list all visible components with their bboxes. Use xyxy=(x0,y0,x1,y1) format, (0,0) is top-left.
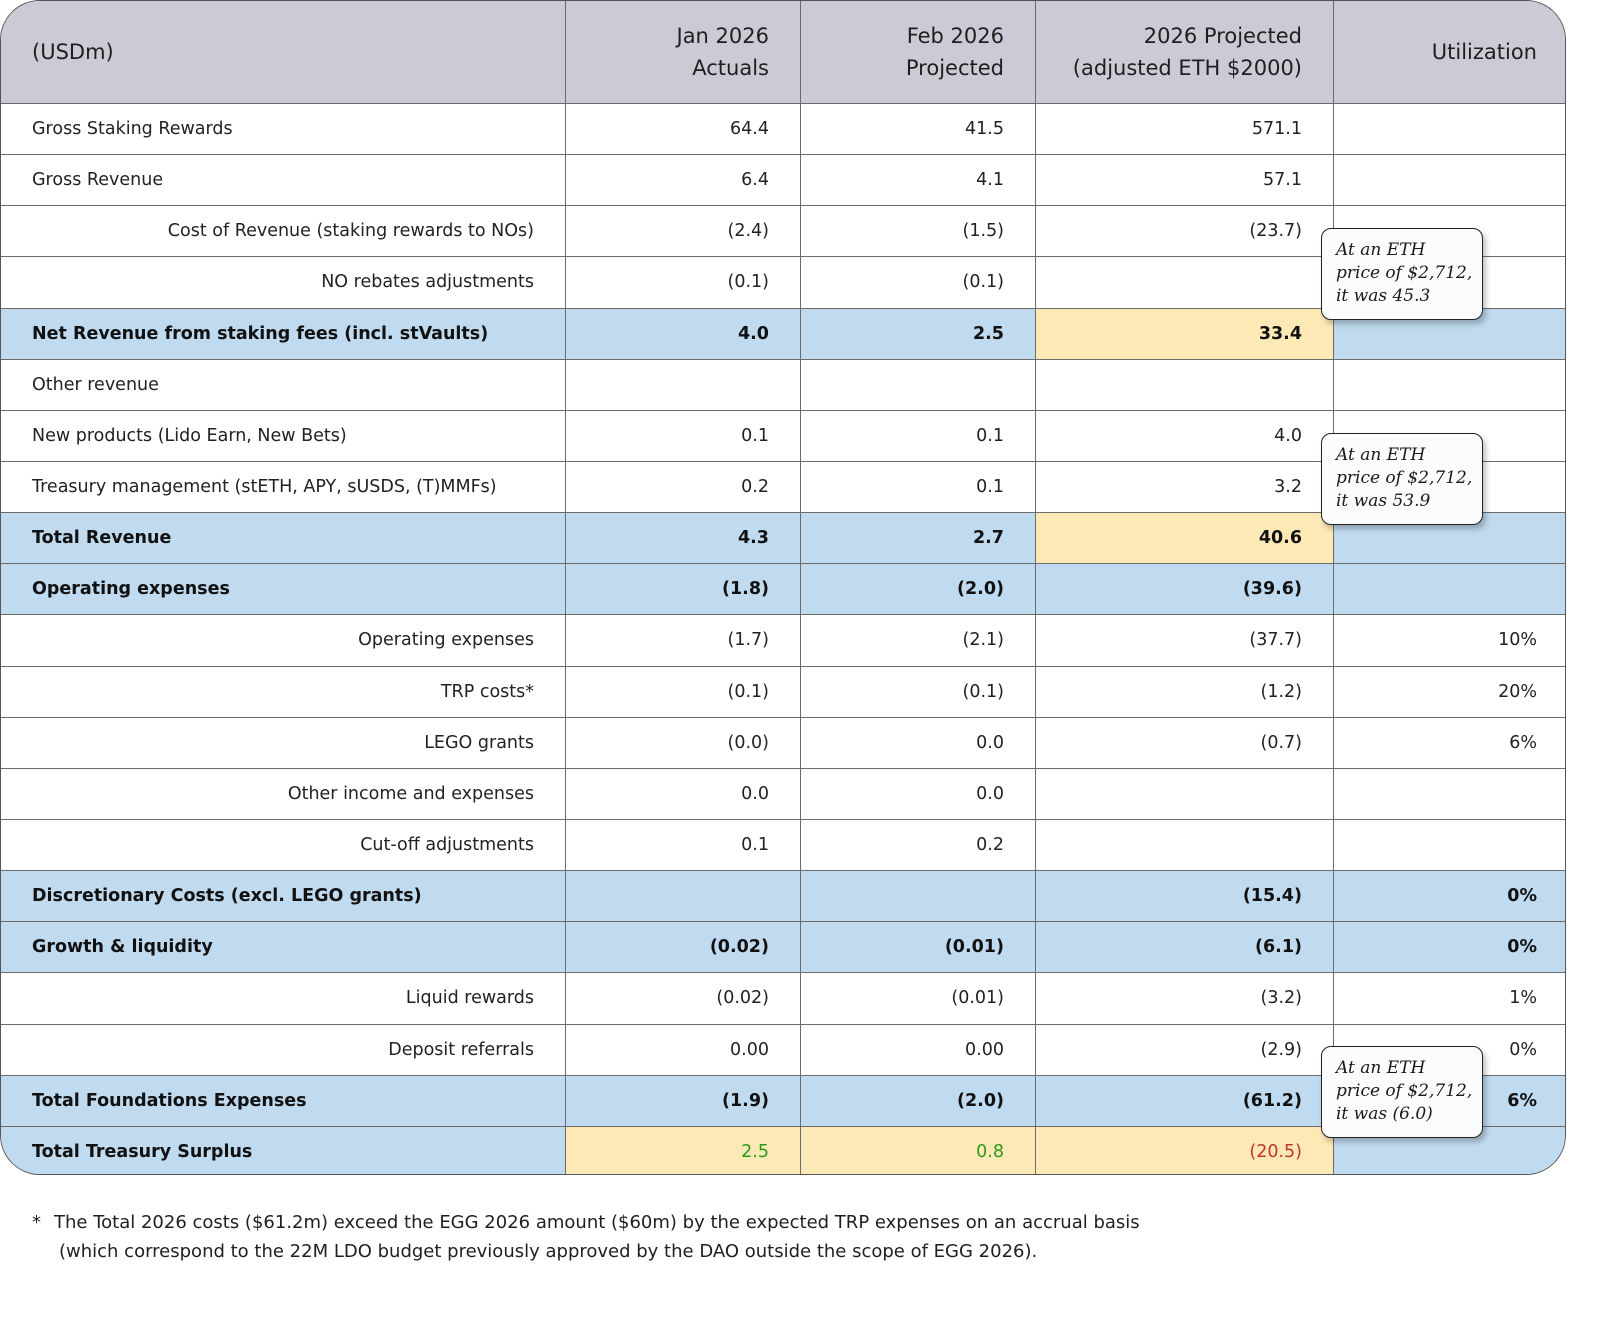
row-label: Gross Staking Rewards xyxy=(1,104,566,155)
row-label: LEGO grants xyxy=(1,717,566,768)
cell-feb: (0.01) xyxy=(801,973,1036,1024)
footnote-line: (which correspond to the 22M LDO budget previously approved by the DAO outside the scope of EGG 2026). xyxy=(59,1241,1038,1262)
cell-feb: 2.5 xyxy=(801,308,1036,359)
table-row xyxy=(1,564,1567,615)
cell-feb: 0.1 xyxy=(801,461,1036,512)
cell-util: 0% xyxy=(1334,1024,1567,1075)
cell-jan: (2.4) xyxy=(566,206,801,257)
cell-feb: (2.0) xyxy=(801,1075,1036,1126)
table-row xyxy=(1,768,1567,819)
row-label: Total Treasury Surplus xyxy=(1,1126,566,1175)
footnote-marker: * xyxy=(32,1212,41,1233)
cell-util xyxy=(1334,564,1567,615)
footnote-line: The Total 2026 costs ($61.2m) exceed the EGG 2026 amount ($60m) by the expected TRP expenses on an accrual basis xyxy=(54,1212,1140,1233)
note-line: price of $2,712, xyxy=(1336,1081,1473,1101)
cell-feb: 0.2 xyxy=(801,819,1036,870)
table-row xyxy=(1,871,1567,922)
cell-util: 6% xyxy=(1334,1075,1567,1126)
cell-feb: 4.1 xyxy=(801,155,1036,206)
row-label: New products (Lido Earn, New Bets) xyxy=(1,410,566,461)
row-label: Growth & liquidity xyxy=(1,922,566,973)
cell-jan: 0.2 xyxy=(566,461,801,512)
header-jan xyxy=(566,1,801,104)
cell-feb xyxy=(801,871,1036,922)
cell-proj: (61.2) xyxy=(1036,1075,1334,1126)
cell-proj xyxy=(1036,768,1334,819)
cell-proj: 40.6 xyxy=(1036,513,1334,564)
row-label: Cut-off adjustments xyxy=(1,819,566,870)
cell-util: 1% xyxy=(1334,973,1567,1024)
cell-proj: (2.9) xyxy=(1036,1024,1334,1075)
cell-feb: 0.0 xyxy=(801,768,1036,819)
cell-proj: (23.7) xyxy=(1036,206,1334,257)
cell-feb: (0.1) xyxy=(801,257,1036,308)
header-line1: 2026 Projected xyxy=(1143,24,1302,48)
cell-util xyxy=(1334,104,1567,155)
cell-jan: (0.02) xyxy=(566,922,801,973)
cell-util: 20% xyxy=(1334,666,1567,717)
row-label: Other income and expenses xyxy=(1,768,566,819)
row-label: Treasury management (stETH, APY, sUSDS, (T)MMFs) xyxy=(1,461,566,512)
cell-jan: 4.0 xyxy=(566,308,801,359)
cell-feb: (0.1) xyxy=(801,666,1036,717)
header-util xyxy=(1334,1,1567,104)
row-label: NO rebates adjustments xyxy=(1,257,566,308)
row-label: Total Foundations Expenses xyxy=(1,1075,566,1126)
note-line: it was 53.9 xyxy=(1336,491,1431,511)
note-line: price of $2,712, xyxy=(1336,263,1473,283)
cell-util xyxy=(1334,768,1567,819)
row-label: Cost of Revenue (staking rewards to NOs) xyxy=(1,206,566,257)
table-row xyxy=(1,717,1567,768)
cell-proj xyxy=(1036,359,1334,410)
cell-util: 6% xyxy=(1334,717,1567,768)
header-label: (USDm) xyxy=(32,40,114,64)
cell-proj: (0.7) xyxy=(1036,717,1334,768)
cell-feb: 0.00 xyxy=(801,1024,1036,1075)
note-line: At an ETH xyxy=(1336,445,1426,465)
cell-proj xyxy=(1036,819,1334,870)
header-proj xyxy=(1036,1,1334,104)
cell-feb: (0.01) xyxy=(801,922,1036,973)
header-row xyxy=(1,1,1567,104)
table-row xyxy=(1,359,1567,410)
table-row xyxy=(1,104,1567,155)
cell-jan: (0.0) xyxy=(566,717,801,768)
table-row xyxy=(1,666,1567,717)
cell-feb: (2.1) xyxy=(801,615,1036,666)
cell-util xyxy=(1334,155,1567,206)
cell-proj: 3.2 xyxy=(1036,461,1334,512)
cell-proj: (15.4) xyxy=(1036,871,1334,922)
cell-jan: 4.3 xyxy=(566,513,801,564)
cell-jan: (0.02) xyxy=(566,973,801,1024)
header-line1: Jan 2026 xyxy=(676,24,769,48)
callout-note xyxy=(1321,433,1483,525)
row-label: Operating expenses xyxy=(1,564,566,615)
cell-util xyxy=(1334,819,1567,870)
table-row xyxy=(1,155,1567,206)
note-line: At an ETH xyxy=(1336,240,1426,260)
cell-feb: 0.0 xyxy=(801,717,1036,768)
note-line: it was 45.3 xyxy=(1336,286,1431,306)
header-line2: Projected xyxy=(905,56,1004,80)
cell-feb: 0.8 xyxy=(801,1126,1036,1175)
cell-feb: (2.0) xyxy=(801,564,1036,615)
cell-proj: (37.7) xyxy=(1036,615,1334,666)
cell-proj: 33.4 xyxy=(1036,308,1334,359)
table-row xyxy=(1,615,1567,666)
table-row xyxy=(1,819,1567,870)
row-label: Deposit referrals xyxy=(1,1024,566,1075)
cell-feb xyxy=(801,359,1036,410)
row-label: Total Revenue xyxy=(1,513,566,564)
cell-util: 0% xyxy=(1334,922,1567,973)
cell-proj: 4.0 xyxy=(1036,410,1334,461)
header-label: Utilization xyxy=(1431,40,1537,64)
note-line: price of $2,712, xyxy=(1336,468,1473,488)
cell-jan: (0.1) xyxy=(566,257,801,308)
cell-feb: 41.5 xyxy=(801,104,1036,155)
cell-proj: (6.1) xyxy=(1036,922,1334,973)
cell-proj: (1.2) xyxy=(1036,666,1334,717)
callout-note xyxy=(1321,1046,1483,1138)
table-row xyxy=(1,922,1567,973)
cell-jan: (0.1) xyxy=(566,666,801,717)
cell-proj: (39.6) xyxy=(1036,564,1334,615)
cell-feb: (1.5) xyxy=(801,206,1036,257)
header-feb xyxy=(801,1,1036,104)
cell-jan: 0.1 xyxy=(566,410,801,461)
row-label: Other revenue xyxy=(1,359,566,410)
note-line: it was (6.0) xyxy=(1336,1104,1433,1124)
row-label: Liquid rewards xyxy=(1,973,566,1024)
cell-proj: (3.2) xyxy=(1036,973,1334,1024)
row-label: TRP costs* xyxy=(1,666,566,717)
footnote xyxy=(32,1208,1140,1266)
cell-jan: (1.9) xyxy=(566,1075,801,1126)
note-line: At an ETH xyxy=(1336,1058,1426,1078)
row-label: Operating expenses xyxy=(1,615,566,666)
cell-jan xyxy=(566,359,801,410)
header-line2: (adjusted ETH $2000) xyxy=(1072,56,1302,80)
cell-feb: 2.7 xyxy=(801,513,1036,564)
row-label: Net Revenue from staking fees (incl. stVaults) xyxy=(1,308,566,359)
cell-jan xyxy=(566,871,801,922)
cell-proj xyxy=(1036,257,1334,308)
row-label: Gross Revenue xyxy=(1,155,566,206)
cell-util: 10% xyxy=(1334,615,1567,666)
table-row xyxy=(1,973,1567,1024)
header-line2: Actuals xyxy=(692,56,769,80)
cell-jan: 2.5 xyxy=(566,1126,801,1175)
header-usdm xyxy=(1,1,566,104)
cell-proj: 57.1 xyxy=(1036,155,1334,206)
cell-util xyxy=(1334,359,1567,410)
cell-jan: 64.4 xyxy=(566,104,801,155)
header-line1: Feb 2026 xyxy=(906,24,1004,48)
cell-feb: 0.1 xyxy=(801,410,1036,461)
cell-jan: 0.00 xyxy=(566,1024,801,1075)
callout-note xyxy=(1321,228,1483,320)
cell-proj: (20.5) xyxy=(1036,1126,1334,1175)
cell-jan: 0.1 xyxy=(566,819,801,870)
cell-util: 0% xyxy=(1334,871,1567,922)
cell-proj: 571.1 xyxy=(1036,104,1334,155)
row-label: Discretionary Costs (excl. LEGO grants) xyxy=(1,871,566,922)
cell-jan: 6.4 xyxy=(566,155,801,206)
cell-jan: (1.8) xyxy=(566,564,801,615)
cell-jan: 0.0 xyxy=(566,768,801,819)
cell-jan: (1.7) xyxy=(566,615,801,666)
